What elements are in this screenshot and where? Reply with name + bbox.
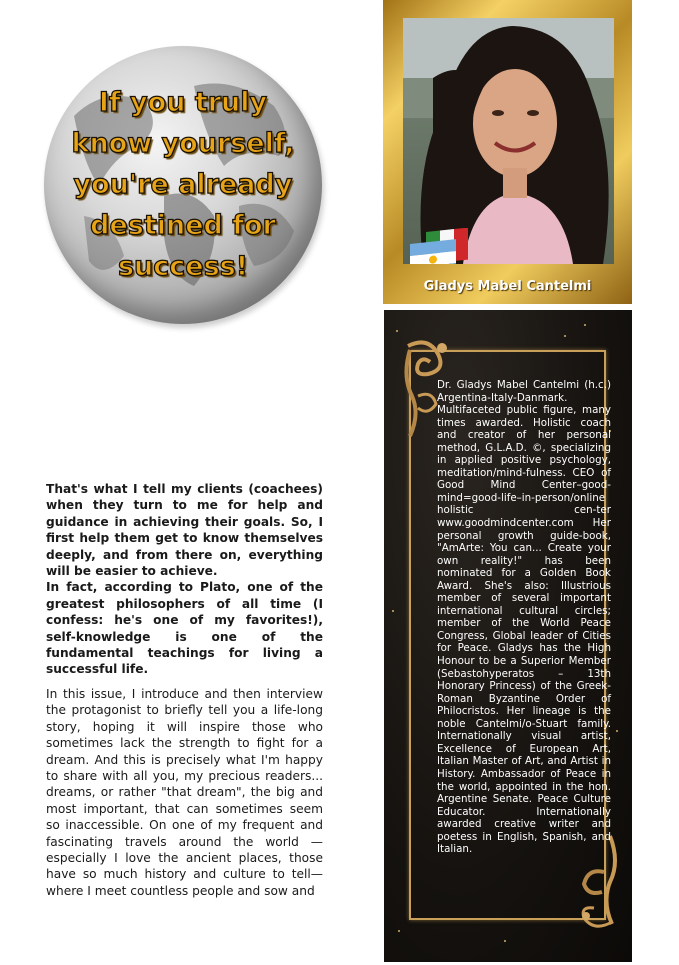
quote-line: know yourself, — [71, 128, 295, 159]
quote-line: success! — [117, 251, 249, 282]
quote-globe-badge — [44, 46, 322, 324]
body-paragraph: In this issue, I introduce and then interview the protagonist to briefly tell you a life-long story, hoping it will inspire those who sometimes lack the strength to fight for a dream. And this is precisely what I'm happy to share with all you, my precious readers... dreams, or rather "that dream", the big and most important, that can sometimes seem so inaccessible. On one of my frequent and fascinating travels around the world —especially I love the ancient places, those have so much history and culture to tell— where I meet countless people and sow and — [46, 687, 323, 898]
flags-icon — [410, 228, 476, 264]
quote-line: you're already — [73, 169, 293, 200]
bio-panel — [384, 310, 632, 962]
portrait-frame — [383, 0, 632, 304]
body-text — [46, 686, 323, 899]
intro-paragraph: That's what I tell my clients (coachees) when they turn to me for help and guidance in achieving their goals. So, I first help them get to know themselves deeply, and from there on, everything will be easier to achieve. — [46, 482, 323, 579]
quote-text — [44, 82, 322, 287]
quote-line: If you truly — [98, 87, 268, 118]
portrait-photo — [403, 18, 614, 264]
portrait-caption: Gladys Mabel Cantelmi — [423, 279, 592, 294]
quote-line: destined for — [90, 210, 276, 241]
intro-text — [46, 481, 323, 678]
bio-text: Dr. Gladys Mabel Cantelmi (h.c.) Argentina-Italy-Danmark. Multifaceted public figure, many times awarded. Holistic coach and creator of her personal method, G.L.A.D. ©, specializing in applied positive psychology, meditation/mind-fulness. CEO of Good Mind Center–good-mind=good-life–in-person/online holistic cen-ter www.goodmindcenter.com Her personal growth guide-book, "AmArte: You can... Create your own reality!" has been nominated for a Golden Book Award. She's also: Illustrious member of several important international cultural circles; member of the World Peace Congress, Global leader of Cities for Peace. Gladys has the High Honour to be a Superior Member (Sebastohyperatos – 13th Honorary Princess) of the Greek-Roman Byzantine Order of Philocristos. Her lineage is the noble Cantelmi/o-Stuart family. Internationally visual artist, Excellence of European Art, Italian Master of Art, and Artist in History. Ambassador of Peace in the world, appointed in the hon. Argentine Senate. Peace Culture Educator. Internationally awarded creative writer and poetess in English, Spanish, and Italian. — [437, 379, 611, 856]
intro-paragraph: In fact, according to Plato, one of the greatest philosophers of all time (I confess: he's one of my favorites!), self-knowledge is one of the fundamental teachings for living a successful life. — [46, 580, 323, 677]
